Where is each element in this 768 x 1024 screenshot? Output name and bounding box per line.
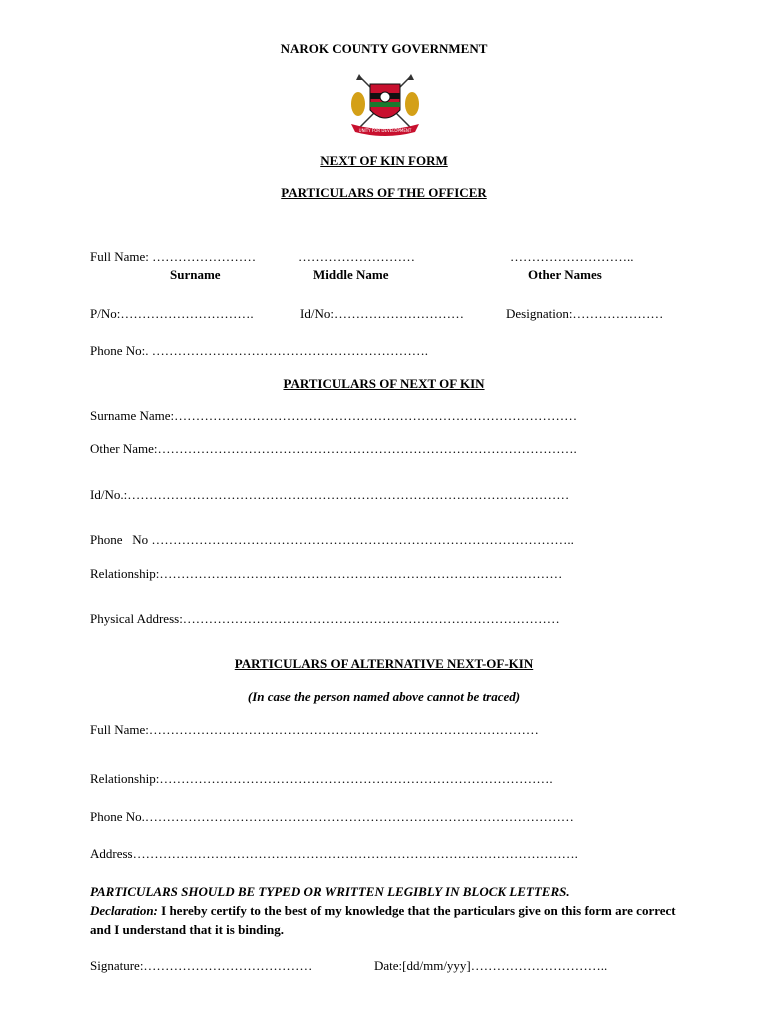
officer-idno-field[interactable]: Id/No:………………………… — [300, 306, 464, 321]
kin-section-heading: PARTICULARS OF NEXT OF KIN — [283, 376, 485, 391]
declaration-text: I hereby certify to the best of my knowledge that the particulars give on this form are correct and I understand that it is binding. — [90, 903, 676, 937]
officer-middle-name-blank[interactable]: ……………………… — [298, 249, 415, 264]
alt-phone-field[interactable]: Phone No.……………………………………………………………………………………… — [90, 809, 574, 824]
officer-full-name-field[interactable]: Full Name: …………………… — [90, 249, 257, 264]
officer-phone-field[interactable]: Phone No:. ………………………………………………………. — [90, 343, 428, 358]
kin-other-name-field[interactable]: Other Name:……………………………………………………………………………………. — [90, 441, 577, 456]
county-crest-icon — [345, 72, 425, 142]
alt-relationship-field[interactable]: Relationship:………………………………………………………………………………. — [90, 771, 553, 786]
kin-surname-field[interactable]: Surname Name:………………………………………………………………………………… — [90, 408, 578, 423]
middle-name-caption: Middle Name — [313, 267, 389, 282]
alt-full-name-field[interactable]: Full Name:……………………………………………………………………………… — [90, 722, 539, 737]
alt-address-field[interactable]: Address…………………………………………………………………………………………. — [90, 846, 578, 861]
officer-designation-field[interactable]: Designation:………………… — [506, 306, 664, 321]
crest-motto: UNITY FOR DEVELOPMENT — [358, 128, 412, 133]
other-names-caption: Other Names — [528, 267, 602, 282]
officer-pno-field[interactable]: P/No:…………………………. — [90, 306, 254, 321]
date-field[interactable]: Date:[dd/mm/yyy]………………………….. — [374, 958, 608, 973]
organization-title: NAROK COUNTY GOVERNMENT — [280, 41, 488, 56]
declaration-paragraph — [90, 901, 690, 939]
alt-kin-note: (In case the person named above cannot be traced) — [247, 689, 521, 704]
officer-section-heading: PARTICULARS OF THE OFFICER — [281, 185, 487, 200]
block-letters-instruction: PARTICULARS SHOULD BE TYPED OR WRITTEN LEGIBLY IN BLOCK LETTERS. — [90, 884, 570, 899]
kin-phone-field[interactable]: Phone No …………………………………………………………………………………….. — [90, 532, 574, 547]
signature-field[interactable]: Signature:………………………………… — [90, 958, 313, 973]
kin-address-field[interactable]: Physical Address:…………………………………………………………………………… — [90, 611, 560, 626]
form-title: NEXT OF KIN FORM — [320, 153, 448, 168]
kin-idno-field[interactable]: Id/No.:………………………………………………………………………………………… — [90, 487, 570, 502]
surname-caption: Surname — [170, 267, 221, 282]
declaration-block — [90, 882, 690, 939]
alt-kin-section-heading: PARTICULARS OF ALTERNATIVE NEXT-OF-KIN — [234, 656, 534, 671]
declaration-label: Declaration: — [90, 903, 158, 918]
kin-relationship-field[interactable]: Relationship:………………………………………………………………………………… — [90, 566, 563, 581]
officer-other-names-blank[interactable]: ……………………….. — [510, 249, 634, 264]
